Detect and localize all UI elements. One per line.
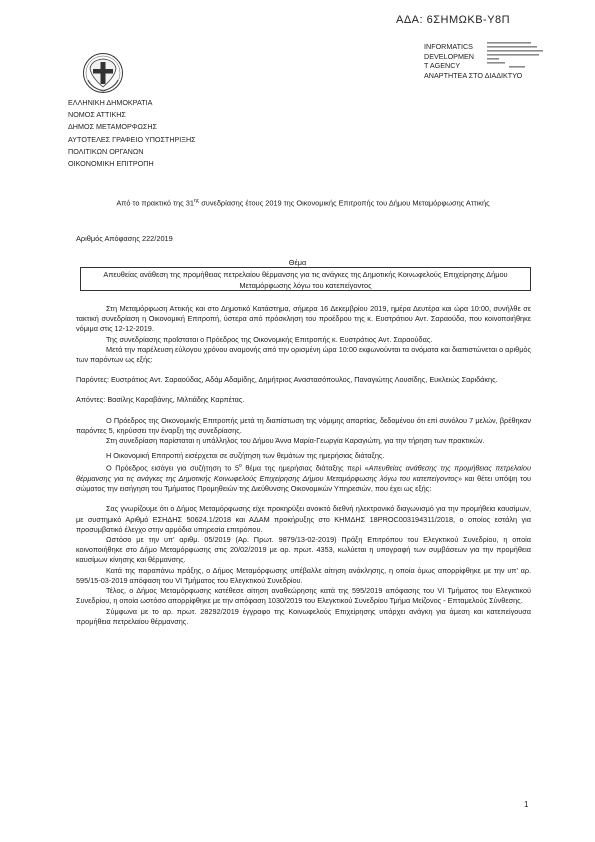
org-line: ΑΥΤΟΤΕΛΕΣ ΓΡΑΦΕΙΟ ΥΠΟΣΤΗΡΙΞΗΣ xyxy=(68,134,196,144)
paragraph: Στη Μεταμόρφωση Αττικής και στο Δημοτικό Κατάστημα, σήμερα 16 Δεκεμβρίου 2019, ημέρα Δευτέρα και ώρα 10:00, συνήλθε σε τακτική συνεδρίαση η Οικονομική Επιτροπή, ύστερα από πρόσκληση του προέδρου της κ. Ευστράτιου Αντ. Σαραούδα, που κοινοποιήθηκε νόμιμα στις 12-12-2019. xyxy=(76,304,531,334)
agency-line: INFORMATICS xyxy=(424,42,473,51)
paragraph: Μετά την παρέλευση εύλογου χρόνου αναμονής από την ορισμένη ώρα 10:00 εκφωνούνται τα ονόματα και διαπιστώνεται ο αριθμός των παρόντων ως εξής: xyxy=(76,344,531,365)
organization-block xyxy=(68,97,196,170)
document-body xyxy=(76,304,531,627)
agenda-item-paragraph xyxy=(76,461,531,494)
agency-line: T AGENCY xyxy=(424,61,461,71)
absent-members: Απόντες: Βασίλης Καραβάνης, Μιλτιάδης Καρπέτας. xyxy=(76,395,245,405)
agency-line: ΑΝΑΡΤΗΤΕΑ ΣΤΟ ΔΙΑΔΙΚΤΥΟ xyxy=(424,70,523,80)
subject-label: Θέμα xyxy=(288,258,307,267)
decision-number: Αριθμός Απόφασης 222/2019 xyxy=(76,234,173,243)
agency-line: DEVELOPMEN xyxy=(424,51,474,61)
page-number: 1 xyxy=(524,800,529,809)
paragraph: Τέλος, ο Δήμος Μεταμόρφωσης κατέθεσε αίτηση αναθεώρησης κατά της 595/2019 απόφασης του VI Τμήματος του Ελεγκτικού Συνεδρίου, η οποία ωστόσο απορρίφθηκε με την απόφαση 1030/2019 του Ελεγκτικού Συνεδρίου Τμήμα Μείζονος - Επταμελούς Σύνθεσης. xyxy=(76,586,531,606)
p7-pre: Ο Πρόεδρος εισάγει για συζήτηση το 5 xyxy=(106,463,240,473)
digital-signature-stamp xyxy=(487,42,547,72)
paragraph: Σύμφωνα με το αρ. πρωτ. 28292/2019 έγγραφο της Κοινωφελούς Επιχείρησης υπάρχει ανάγκη για άμεση και κατεπείγουσα προμήθεια πετρελαίου θέρμανσης. xyxy=(76,606,531,626)
org-line: ΔΗΜΟΣ ΜΕΤΑΜΟΡΦΩΣΗΣ xyxy=(68,122,157,132)
org-line: ΝΟΜΟΣ ΑΤΤΙΚΗΣ xyxy=(68,110,126,120)
org-line: ΟΙΚΟΝΟΜΙΚΗ ΕΠΙΤΡΟΠΗ xyxy=(68,159,154,169)
org-line: ΕΛΛΗΝΙΚΗ ΔΗΜΟΚΡΑΤΙΑ xyxy=(68,98,153,107)
hellenic-republic-emblem xyxy=(82,52,124,94)
ada-code: ΑΔΑ: 6ΣΗΜΩΚΒ-Υ8Π xyxy=(396,14,511,26)
p7-sup: ο xyxy=(239,463,242,470)
paragraph: Ο Πρόεδρος της Οικονομικής Επιτροπής μετά τη διαπίστωση της νόμιμης απαρτίας, δεδομένου ότι επί συνόλου 7 μελών, βρέθηκαν παρόντες 5, κηρύσσει την έναρξη της συνεδρίασης. xyxy=(76,415,531,435)
paragraph: Της συνεδρίασης προΐσταται ο Πρόεδρος της Οικονομικής Επιτροπής κ. Ευστράτιος Αντ. Σαραούδας. xyxy=(106,334,433,344)
present-members: Παρόντες: Ευστράτιος Αντ. Σαραούδας, Αδάμ Αδαμίδης, Δημήτριος Αναστασόπουλος, Παναγιώτης Λουσίδης, Ευκλειώς Σαριδάκης. xyxy=(76,375,498,385)
paragraph: Η Οικονομική Επιτροπή εισέρχεται σε συζήτηση των θεμάτων της ημερήσιας διάταξης. xyxy=(106,451,385,461)
p7-mid: θέμα της ημερήσιας διάταξης περί « xyxy=(241,463,369,473)
org-line: ΠΟΛΙΤΙΚΩΝ ΟΡΓΑΝΩΝ xyxy=(68,146,144,156)
excerpt-after: συνεδρίασης έτους 2019 της Οικονομικής Επιτροπής του Δήμου Μεταμόρφωσης Αττικής xyxy=(199,198,490,208)
excerpt-sup: ης xyxy=(193,198,200,204)
paragraph: Στη συνεδρίαση παρίσταται η υπάλληλος του Δήμου Άννα Μαρία-Γεωργία Καραγιώτη, για την τήρηση των πρακτικών. xyxy=(106,436,485,446)
p7-em: Απευθείας ανάθεσης της προμήθειας πετρελαίου θέρμανσης για τις ανάγκες της Δημοτικής Κοινωφελούς Επιχείρησης Δήμου Μεταμόρφωσης λόγω του κατεπείγοντος xyxy=(76,463,531,484)
paragraph: Κατά της παραπάνω πράξης, ο Δήμος Μεταμόρφωσης υπέβαλλε αίτηση ανάκλησης, η οποία όμως απορρίφθηκε με την υπ’ αρ. 595/15-03-2019 απόφαση του VI Τμήματος του Ελεγκτικού Συνεδρίου. xyxy=(76,565,531,585)
excerpt-before: Από το πρακτικό της 31 xyxy=(116,198,194,208)
p7-post: » και θέτει υπόψη του σώματος την εισήγηση του Τμήματος Προμηθειών της Διεύθυνσης Οικονομικών Υπηρεσιών, που έχει ως εξής: xyxy=(76,474,531,494)
paragraph: Ωστόσο με την υπ’ αριθμ. 05/2019 (Αρ. Πρωτ. 9879/13-02-2019) Πράξη Επιτρόπου του Ελεγκτικού Συνεδρίου, η οποία κοινοποιήθηκε στο Δήμο Μεταμόρφωσης στις 20/02/2019 με αρ. πρωτ. 4353, κωλύεται η υπογραφή των συμβάσεων για την προμήθεια καυσίμων κίνησης και θέρμανσης. xyxy=(76,535,531,565)
paragraph: Σας γνωρίζουμε ότι ο Δήμος Μεταμόρφωσης είχε προκηρύξει ανοικτό διεθνή ηλεκτρονικό διαγωνισμό για την προμήθεια καυσίμων, με συστημικό Αριθμό ΕΣΗΔΗΣ 50624.1/2018 και ΑΔΑΜ προκήρυξης στο ΚΗΜΔΗΣ 18PROC003194311/2018, ο οποίος εστάλη για προσυμβατικό έλεγχο στην αρμόδια υπηρεσία επιτρόπου. xyxy=(76,504,531,534)
subject-box: Απευθείας ανάθεση της προμήθειας πετρελαίου θέρμανσης για τις ανάγκες της Δημοτικής Κοινωφελούς Επιχείρησης Δήμου Μεταμόρφωσης λόγω του κατεπείγοντος xyxy=(80,267,531,291)
minutes-excerpt xyxy=(72,196,534,208)
